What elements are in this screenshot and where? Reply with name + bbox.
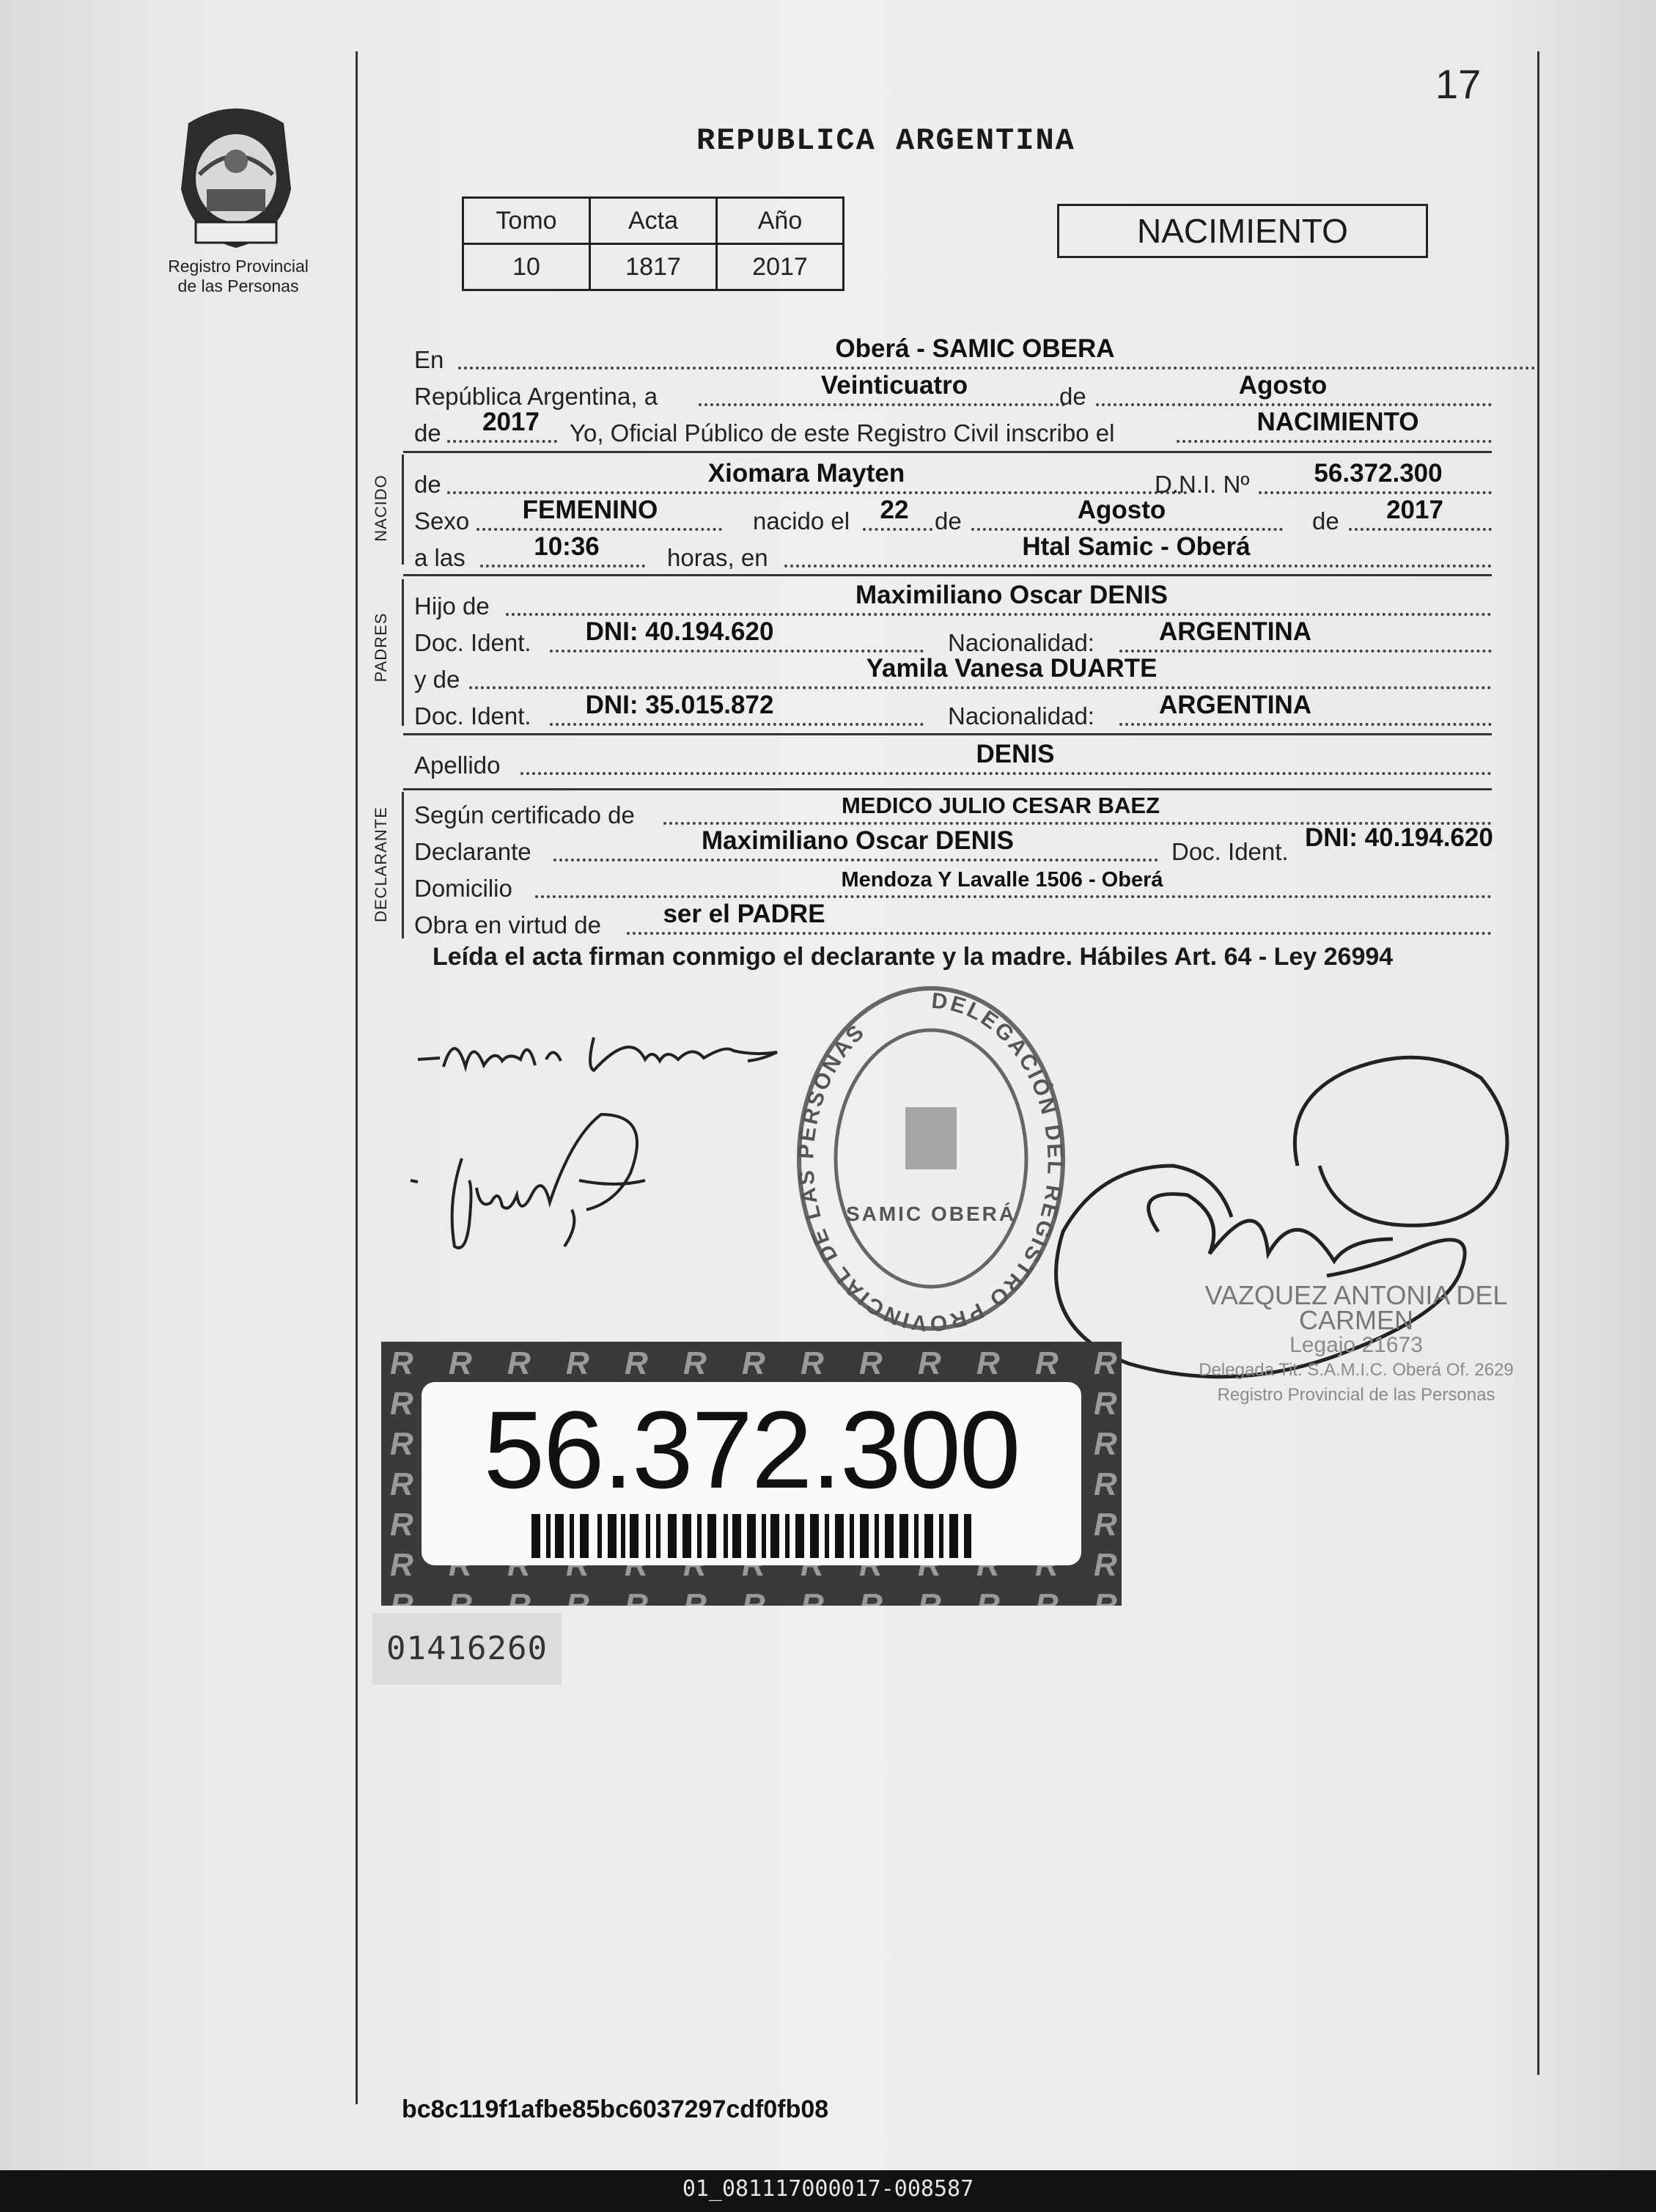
inscribe-type-value: NACIMIENTO — [1256, 408, 1419, 436]
address-value: Mendoza Y Lavalle 1506 - Oberá — [841, 868, 1163, 892]
form-row-sex — [414, 496, 1492, 535]
dotted-line — [506, 613, 1492, 616]
dotted-line — [627, 932, 1492, 935]
dotted-line — [1177, 440, 1492, 443]
record-type-box: NACIMIENTO — [1057, 204, 1428, 258]
dotted-line — [520, 772, 1492, 775]
form-row-time — [414, 532, 1492, 572]
record-table-cell: 1817 — [590, 244, 717, 290]
dotted-line — [1119, 723, 1492, 726]
record-table-cell: 2017 — [717, 244, 844, 290]
declarante-section-label: DECLARANTE — [372, 806, 390, 922]
de-label: de — [414, 471, 441, 498]
declarant-signature — [411, 1015, 792, 1089]
doc-ident-label: Doc. Ident. — [1171, 838, 1289, 865]
mother-doc-value: DNI: 35.015.872 — [585, 691, 774, 719]
horas-label: horas, en — [667, 544, 768, 571]
republica-label: República Argentina, a — [414, 383, 658, 410]
dotted-line — [553, 859, 1158, 861]
dni-label: D.N.I. Nº — [1155, 471, 1250, 498]
mother-nationality-value: ARGENTINA — [1158, 691, 1312, 719]
a-las-label: a las — [414, 544, 465, 571]
doc-ident-label: Doc. Ident. — [414, 629, 531, 656]
dotted-line — [971, 528, 1283, 531]
newborn-dni-value: 56.372.300 — [1314, 459, 1443, 488]
page-number: 17 — [1435, 61, 1482, 107]
father-doc-value: DNI: 40.194.620 — [585, 617, 774, 646]
serial-number: 01416260 — [372, 1613, 562, 1685]
dotted-line — [480, 565, 645, 567]
nacido-section-bar — [402, 455, 404, 565]
certificate-issuer-value: MEDICO JULIO CESAR BAEZ — [841, 793, 1160, 818]
official-registro: Registro Provincial de las Personas — [1217, 1385, 1495, 1405]
dotted-line — [469, 686, 1492, 689]
dotted-line — [550, 723, 924, 726]
form-row-date — [414, 371, 1492, 411]
form-row-surname — [414, 740, 1492, 779]
logo-caption — [139, 257, 337, 296]
padres-section-bar — [402, 579, 404, 726]
certificado-label: Según certificado de — [414, 801, 635, 828]
record-month-value: Agosto — [1238, 371, 1328, 400]
surname-value: DENIS — [976, 740, 1055, 768]
birth-month-value: Agosto — [1077, 496, 1166, 524]
nacionalidad-label: Nacionalidad: — [948, 629, 1094, 656]
left-margin-line — [356, 51, 358, 2104]
right-margin-line — [1537, 51, 1539, 2075]
form-row-mother — [414, 654, 1492, 694]
mother-signature — [396, 1100, 689, 1268]
record-table-header: Tomo — [463, 198, 590, 244]
birth-year-value: 2017 — [1386, 496, 1443, 524]
dotted-line — [1259, 491, 1492, 494]
record-day-value: Veinticuatro — [820, 371, 968, 400]
section-divider — [403, 451, 1492, 453]
stamp-ring-text: DELEGACIÓN DEL REGISTRO PROVINCIAL DE LAS PERSONAS — [794, 988, 1067, 1336]
dotted-line — [447, 440, 557, 443]
declarante-label: Declarante — [414, 838, 531, 865]
closing-statement: Leída el acta firman conmigo el declarante y la madre. Hábiles Art. 64 - Ley 26994 — [433, 943, 1394, 971]
domicilio-label: Domicilio — [414, 875, 512, 902]
stamp-inner-text: SAMIC OBERÁ — [845, 1202, 1017, 1225]
en-label: En — [414, 346, 444, 373]
sticker-dni-number: 56.372.300 — [483, 1388, 1020, 1511]
dotted-line — [458, 367, 1536, 370]
form-row-address — [414, 867, 1492, 903]
record-table-cell: 10 — [463, 244, 590, 290]
document-hash: bc8c119f1afbe85bc6037297cdf0fb08 — [402, 2095, 829, 2123]
nacionalidad-label: Nacionalidad: — [948, 702, 1094, 730]
de-label: de — [935, 507, 962, 534]
padres-section-label: PADRES — [372, 612, 390, 683]
record-table-header: Año — [717, 198, 844, 244]
dotted-line — [447, 491, 1188, 494]
dni-sticker — [381, 1342, 1122, 1606]
record-year-value: 2017 — [482, 408, 540, 436]
de-label: de — [1059, 383, 1086, 410]
birth-hour-value: 10:36 — [534, 532, 600, 561]
form-row-father-doc — [414, 617, 1492, 657]
official-legajo: Legajo 21673 — [1289, 1333, 1423, 1357]
registry-stamp — [784, 975, 1078, 1342]
section-divider — [403, 733, 1492, 735]
sex-value: FEMENINO — [522, 496, 658, 524]
form-row-en — [414, 334, 1492, 374]
form-row-mother-doc — [414, 691, 1492, 730]
y-de-label: y de — [414, 666, 460, 693]
form-row-name — [414, 459, 1492, 499]
doc-ident-label: Doc. Ident. — [414, 702, 531, 730]
declarante-section-bar — [402, 792, 404, 938]
section-divider — [403, 574, 1492, 576]
scan-file-id: 01_081117000017-008587 — [682, 2176, 974, 2202]
sexo-label: Sexo — [414, 507, 470, 534]
mother-name-value: Yamila Vanesa DUARTE — [866, 654, 1158, 683]
father-nationality-value: ARGENTINA — [1158, 617, 1312, 646]
de-label: de — [1312, 507, 1339, 534]
record-table-value-row — [463, 244, 844, 290]
place-of-record-value: Oberá - SAMIC OBERA — [835, 334, 1115, 363]
father-name-value: Maximiliano Oscar DENIS — [855, 581, 1168, 609]
dotted-line — [1119, 650, 1492, 653]
official-delegacion: Delegada Tit. S.A.M.I.C. Oberá Of. 2629 — [1199, 1360, 1514, 1380]
nacido-label: nacido el — [753, 507, 850, 534]
official-seal — [1173, 1280, 1539, 1408]
record-table-header: Acta — [590, 198, 717, 244]
dotted-line — [699, 403, 1065, 406]
dotted-line — [1096, 403, 1492, 406]
dotted-line — [863, 528, 932, 531]
section-divider — [403, 788, 1492, 790]
de-label: de — [414, 419, 441, 447]
declarant-doc-value: DNI: 40.194.620 — [1305, 823, 1493, 852]
dotted-line — [784, 565, 1492, 567]
birth-place-value: Htal Samic - Oberá — [1022, 532, 1251, 561]
sticker-label — [422, 1382, 1081, 1565]
form-row-year — [414, 408, 1492, 447]
record-table — [462, 196, 844, 291]
form-row-reason — [414, 900, 1492, 939]
dotted-line — [550, 650, 924, 653]
dotted-line — [476, 528, 722, 531]
dotted-line — [1349, 528, 1492, 531]
newborn-name-value: Xiomara Mayten — [707, 459, 905, 488]
dotted-line — [535, 895, 1492, 898]
declarant-name-value: Maximiliano Oscar DENIS — [702, 826, 1014, 855]
reason-value: ser el PADRE — [663, 900, 825, 928]
oficial-text: Yo, Oficial Público de este Registro Civil inscribo el — [570, 419, 1115, 447]
form-row-declarant — [414, 823, 1493, 866]
hijo-label: Hijo de — [414, 592, 490, 620]
logo-caption-line1: Registro Provincial — [168, 257, 309, 276]
birth-day-value: 22 — [880, 496, 909, 524]
nacido-section-label: NACIDO — [372, 474, 390, 542]
logo-caption-line2: de las Personas — [177, 276, 299, 295]
province-seal-logo — [170, 101, 302, 255]
apellido-label: Apellido — [414, 752, 501, 779]
official-name: VAZQUEZ ANTONIA DEL CARMEN — [1204, 1280, 1508, 1335]
obra-label: Obra en virtud de — [414, 911, 601, 938]
form-row-father — [414, 581, 1492, 620]
document-header: REPUBLICA ARGENTINA — [696, 123, 1075, 158]
barcode — [531, 1514, 971, 1558]
record-table-header-row — [463, 198, 844, 244]
